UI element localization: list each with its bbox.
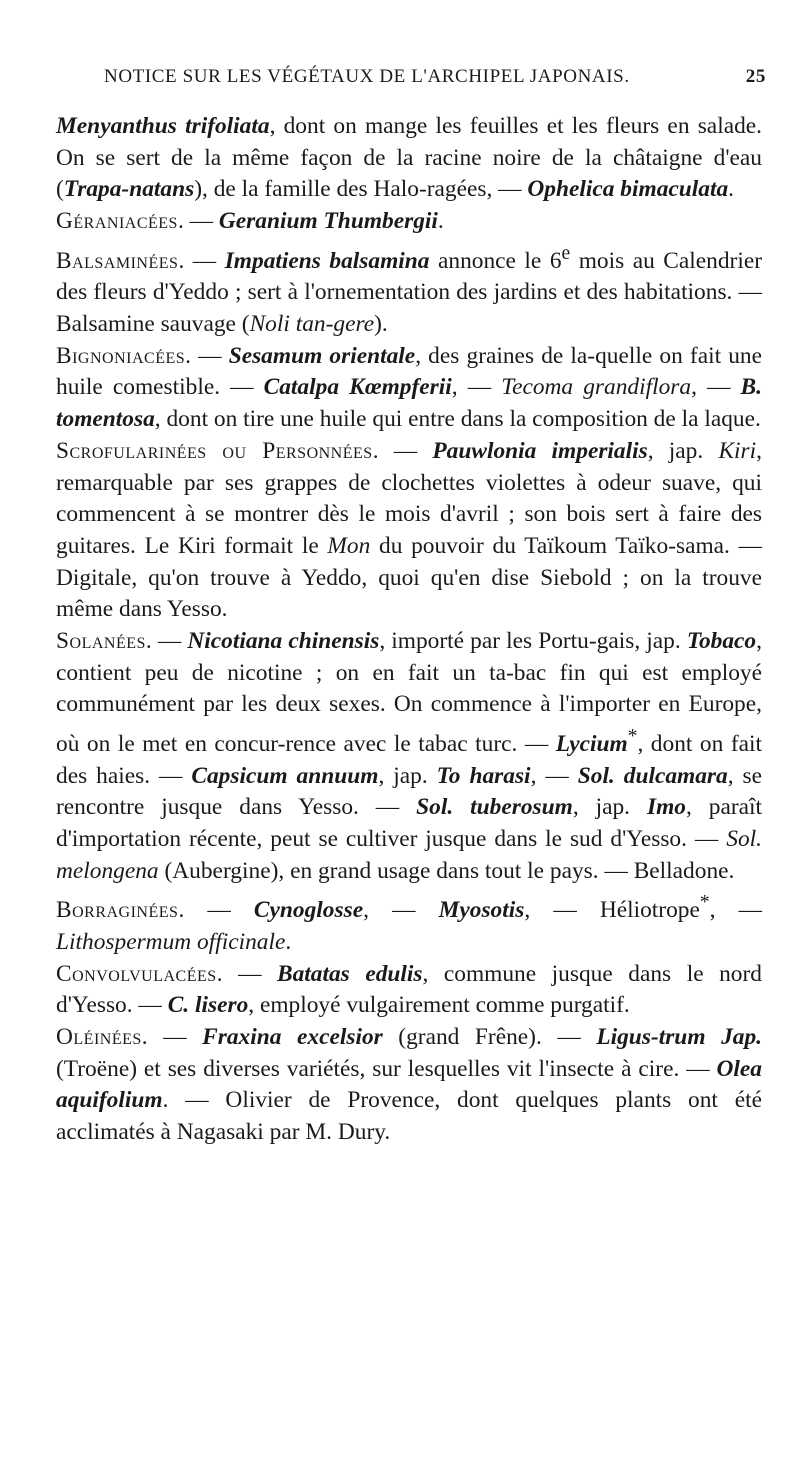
species-name: Ligus-trum Jap. <box>596 1024 763 1051</box>
text: , — Héliotrope <box>524 897 700 924</box>
species-name: Nicotiana chinensis <box>187 628 380 655</box>
text: , jap. <box>647 437 719 464</box>
species-name: Sol. dulcamara <box>577 762 728 789</box>
text: . — <box>178 897 254 924</box>
asterisk-mark: * <box>699 892 710 914</box>
species-name: Ophelica bimaculata <box>527 176 729 203</box>
family-name: Borraginées <box>56 897 179 924</box>
family-name: Oléinées <box>56 1024 142 1051</box>
japanese-name: Kiri <box>718 437 757 464</box>
species-name: Lithospermum officinale <box>56 928 286 955</box>
page-header <box>56 66 766 96</box>
species-name: Myosotis <box>438 897 525 924</box>
text: . <box>437 208 444 235</box>
paragraph-bignoniacees <box>56 341 762 436</box>
term: Mon <box>327 532 371 559</box>
text: . — <box>185 342 229 369</box>
species-name: Noli tan-gere <box>249 311 375 338</box>
text: (Aubergine), en grand usage dans tout le pays. — Belladone. <box>158 857 735 884</box>
running-title: NOTICE SUR LES VÉGÉTAUX DE L'ARCHIPEL JAPONAIS. <box>104 66 630 87</box>
text: . <box>728 176 735 203</box>
text: , des graines de la-quelle on fait une huile comestible. — <box>56 342 762 401</box>
species-name: C. lisero <box>167 992 249 1019</box>
text: du pouvoir du Taïkoum Taïko-sama. — Digitale, qu'on trouve à Yeddo, quoi qu'en dise Siebold ; on la trouve même dans Yesso. <box>56 532 762 623</box>
text: (grand Frêne). — <box>382 1024 597 1051</box>
species-name: Impatiens balsamina <box>224 247 430 274</box>
text: , contient peu de nicotine ; on en fait un ta-bac fin qui est employé communément par les deux sexes. On commence à l'importer en Europe, où on le met en concur-rence avec le tabac turc. — <box>56 628 762 757</box>
species-name: Menyanthus trifoliata <box>56 113 270 139</box>
text: , — <box>530 762 578 789</box>
japanese-name: Tobaco <box>686 628 757 655</box>
paragraph-scrofularinees <box>56 436 762 626</box>
text: . — <box>177 208 219 235</box>
species-name: Fraxina excelsior <box>202 1024 383 1051</box>
text: , remarquable par ses grappes de clochettes violettes à odeur suave, qui commencent à se montrer dès le mois d'avril ; son bois sert à faire des guitares. Le Kiri formait le <box>56 437 762 559</box>
asterisk-mark: * <box>627 726 638 748</box>
species-name: Batatas edulis <box>277 960 423 987</box>
species-name: B. tomentosa <box>56 374 762 433</box>
family-name: Géraniacées <box>56 208 178 235</box>
text: , paraît d'importation récente, peut se cultiver jusque dans le sud d'Yesso. — <box>56 794 762 853</box>
paragraph-borraginees <box>56 887 762 958</box>
family-name: Balsaminées <box>56 247 179 274</box>
text: . <box>285 928 292 955</box>
text: , — <box>451 374 502 401</box>
text: . — Olivier de Provence, dont quelques plants ont été acclimatés à Nagasaki par M. Dury. <box>56 1087 762 1146</box>
superscript: e <box>561 242 571 264</box>
species-name: Sol. melongena <box>56 826 762 884</box>
paragraph-solanees <box>56 626 762 887</box>
family-name: Convolvulacées <box>56 960 217 987</box>
species-name: Pauwlonia imperialis <box>432 437 648 464</box>
paragraph-menyanthus <box>56 111 762 206</box>
paragraph-convolvulacees <box>56 959 762 1022</box>
text: , — <box>363 897 439 924</box>
japanese-name: Imo <box>646 794 686 821</box>
text: , — <box>691 374 741 401</box>
species-name: Tecoma grandiflora <box>501 374 692 401</box>
text: . — <box>178 247 225 274</box>
text: , — <box>709 897 762 924</box>
text: , jap. <box>378 762 437 789</box>
page-number: 25 <box>745 66 766 87</box>
species-name: Geranium Thumbergii <box>218 208 438 235</box>
species-name: Lycium <box>555 730 628 757</box>
text: , dont on tire une huile qui entre dans la composition de la laque. <box>154 406 761 433</box>
species-name: Sesamum orientale <box>228 342 416 369</box>
japanese-name: To harasi <box>436 762 531 789</box>
species-name: Sol. tuberosum <box>416 794 573 821</box>
text: annonce le 6 <box>429 247 562 274</box>
species-name: Trapa-natans <box>63 176 195 203</box>
family-name: Bignoniacées <box>56 342 186 369</box>
paragraph-geraniacees <box>56 206 762 238</box>
species-name: Cynoglosse <box>253 897 364 924</box>
paragraph-balsaminees <box>56 238 762 341</box>
text: . — <box>145 628 188 655</box>
text: , employé vulgairement comme purgatif. <box>248 992 630 1019</box>
text: . — <box>141 1024 203 1051</box>
text: , dont on fait des haies. — <box>56 730 762 789</box>
text: . — <box>372 437 433 464</box>
text: , commune jusque dans le nord d'Yesso. — <box>56 960 762 1019</box>
family-name: Solanées <box>56 628 146 655</box>
family-name: Scrofularinées ou Personnées <box>56 437 373 464</box>
text: ). <box>374 311 388 338</box>
text: ), de la famille des Halo-ragées, — <box>194 176 528 203</box>
text: , jap. <box>572 794 647 821</box>
text: , importé par les Portu-gais, jap. <box>379 628 687 655</box>
paragraph-oleinees <box>56 1022 762 1149</box>
text: (Troëne) et ses diverses variétés, sur lesquelles vit l'insecte à cire. — <box>56 1055 717 1082</box>
species-name: Capsicum annuum <box>191 762 379 789</box>
body-text <box>56 111 762 1149</box>
text: mois au Calendrier des fleurs d'Yeddo ; sert à l'ornementation des jardins et des habitations. — Balsamine sauvage ( <box>56 247 763 338</box>
text: , dont on mange les feuilles et les fleurs en salade. On se sert de la même façon de la racine noire de la châtaigne d'eau ( <box>56 113 762 203</box>
species-name: Olea aquifolium <box>56 1055 762 1114</box>
text: . — <box>216 960 277 987</box>
text: , se rencontre jusque dans Yesso. — <box>56 762 763 821</box>
species-name: Catalpa Kœmpferii <box>263 374 452 401</box>
